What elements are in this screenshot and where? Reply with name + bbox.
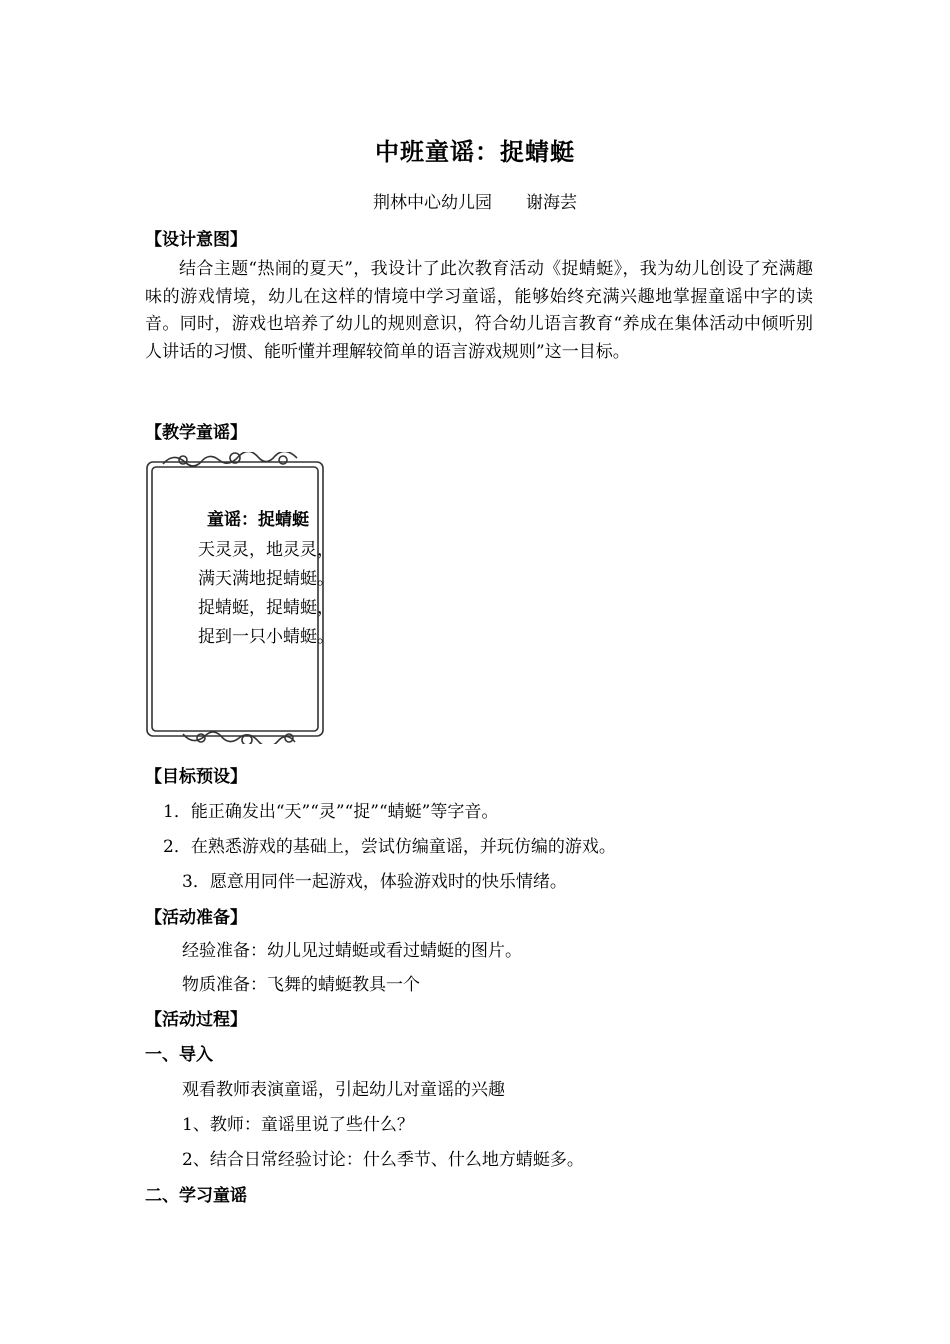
step-1-heading: 一、导入 [145, 1045, 213, 1065]
heading-teaching-rhyme: 【教学童谣】 [145, 423, 247, 443]
rhyme-line: 捉蜻蜓，捉蜻蜓， [198, 598, 334, 618]
author-name: 谢海芸 [526, 193, 577, 213]
heading-goals: 【目标预设】 [145, 767, 247, 787]
design-intent-paragraph [145, 256, 813, 366]
rhyme-line: 满天满地捉蜻蜓。 [198, 569, 334, 589]
author-org: 荆林中心幼儿园 [373, 193, 492, 213]
prep-item: 经验准备：幼儿见过蜻蜓或看过蜻蜓的图片。 [182, 941, 522, 961]
step-2-heading: 二、学习童谣 [145, 1186, 247, 1206]
heading-process: 【活动过程】 [145, 1010, 247, 1030]
goal-item: 2．在熟悉游戏的基础上，尝试仿编童谣，并玩仿编的游戏。 [163, 837, 616, 857]
author-line [0, 188, 950, 213]
rhyme-title: 童谣：捉蜻蜓 [207, 510, 309, 530]
design-intent-text: 结合主题“热闹的夏天”，我设计了此次教育活动《捉蜻蜓》，我为幼儿创设了充满趣味的游戏情境，幼儿在这样的情境中学习童谣，能够始终充满兴趣地掌握童谣中字的读音。同时，游戏也培养了幼儿的规则意识，符合幼儿语言教育“养成在集体活动中倾听别人讲话的习惯、能听懂并理解较简单的语言游戏规则”这一目标。 [145, 259, 813, 362]
step-1-item: 观看教师表演童谣，引起幼儿对童谣的兴趣 [182, 1080, 505, 1100]
rhyme-line: 捉到一只小蜻蜓。 [198, 627, 334, 647]
goal-item: 1．能正确发出“天”“灵”“捉”“蜻蜓”等字音。 [163, 802, 499, 822]
page-title: 中班童谣：捉蜻蜓 [375, 138, 575, 166]
heading-design-intent: 【设计意图】 [145, 230, 247, 250]
step-1-item: 1、教师：童谣里说了些什么？ [182, 1115, 414, 1135]
rhyme-line: 天灵灵，地灵灵， [198, 540, 334, 560]
step-1-item: 2、结合日常经验讨论：什么季节、什么地方蜻蜓多。 [182, 1150, 584, 1170]
prep-item: 物质准备：飞舞的蜻蜓教具一个 [182, 975, 420, 995]
heading-preparation: 【活动准备】 [145, 908, 247, 928]
goal-item: 3．愿意用同伴一起游戏，体验游戏时的快乐情绪。 [182, 872, 567, 892]
